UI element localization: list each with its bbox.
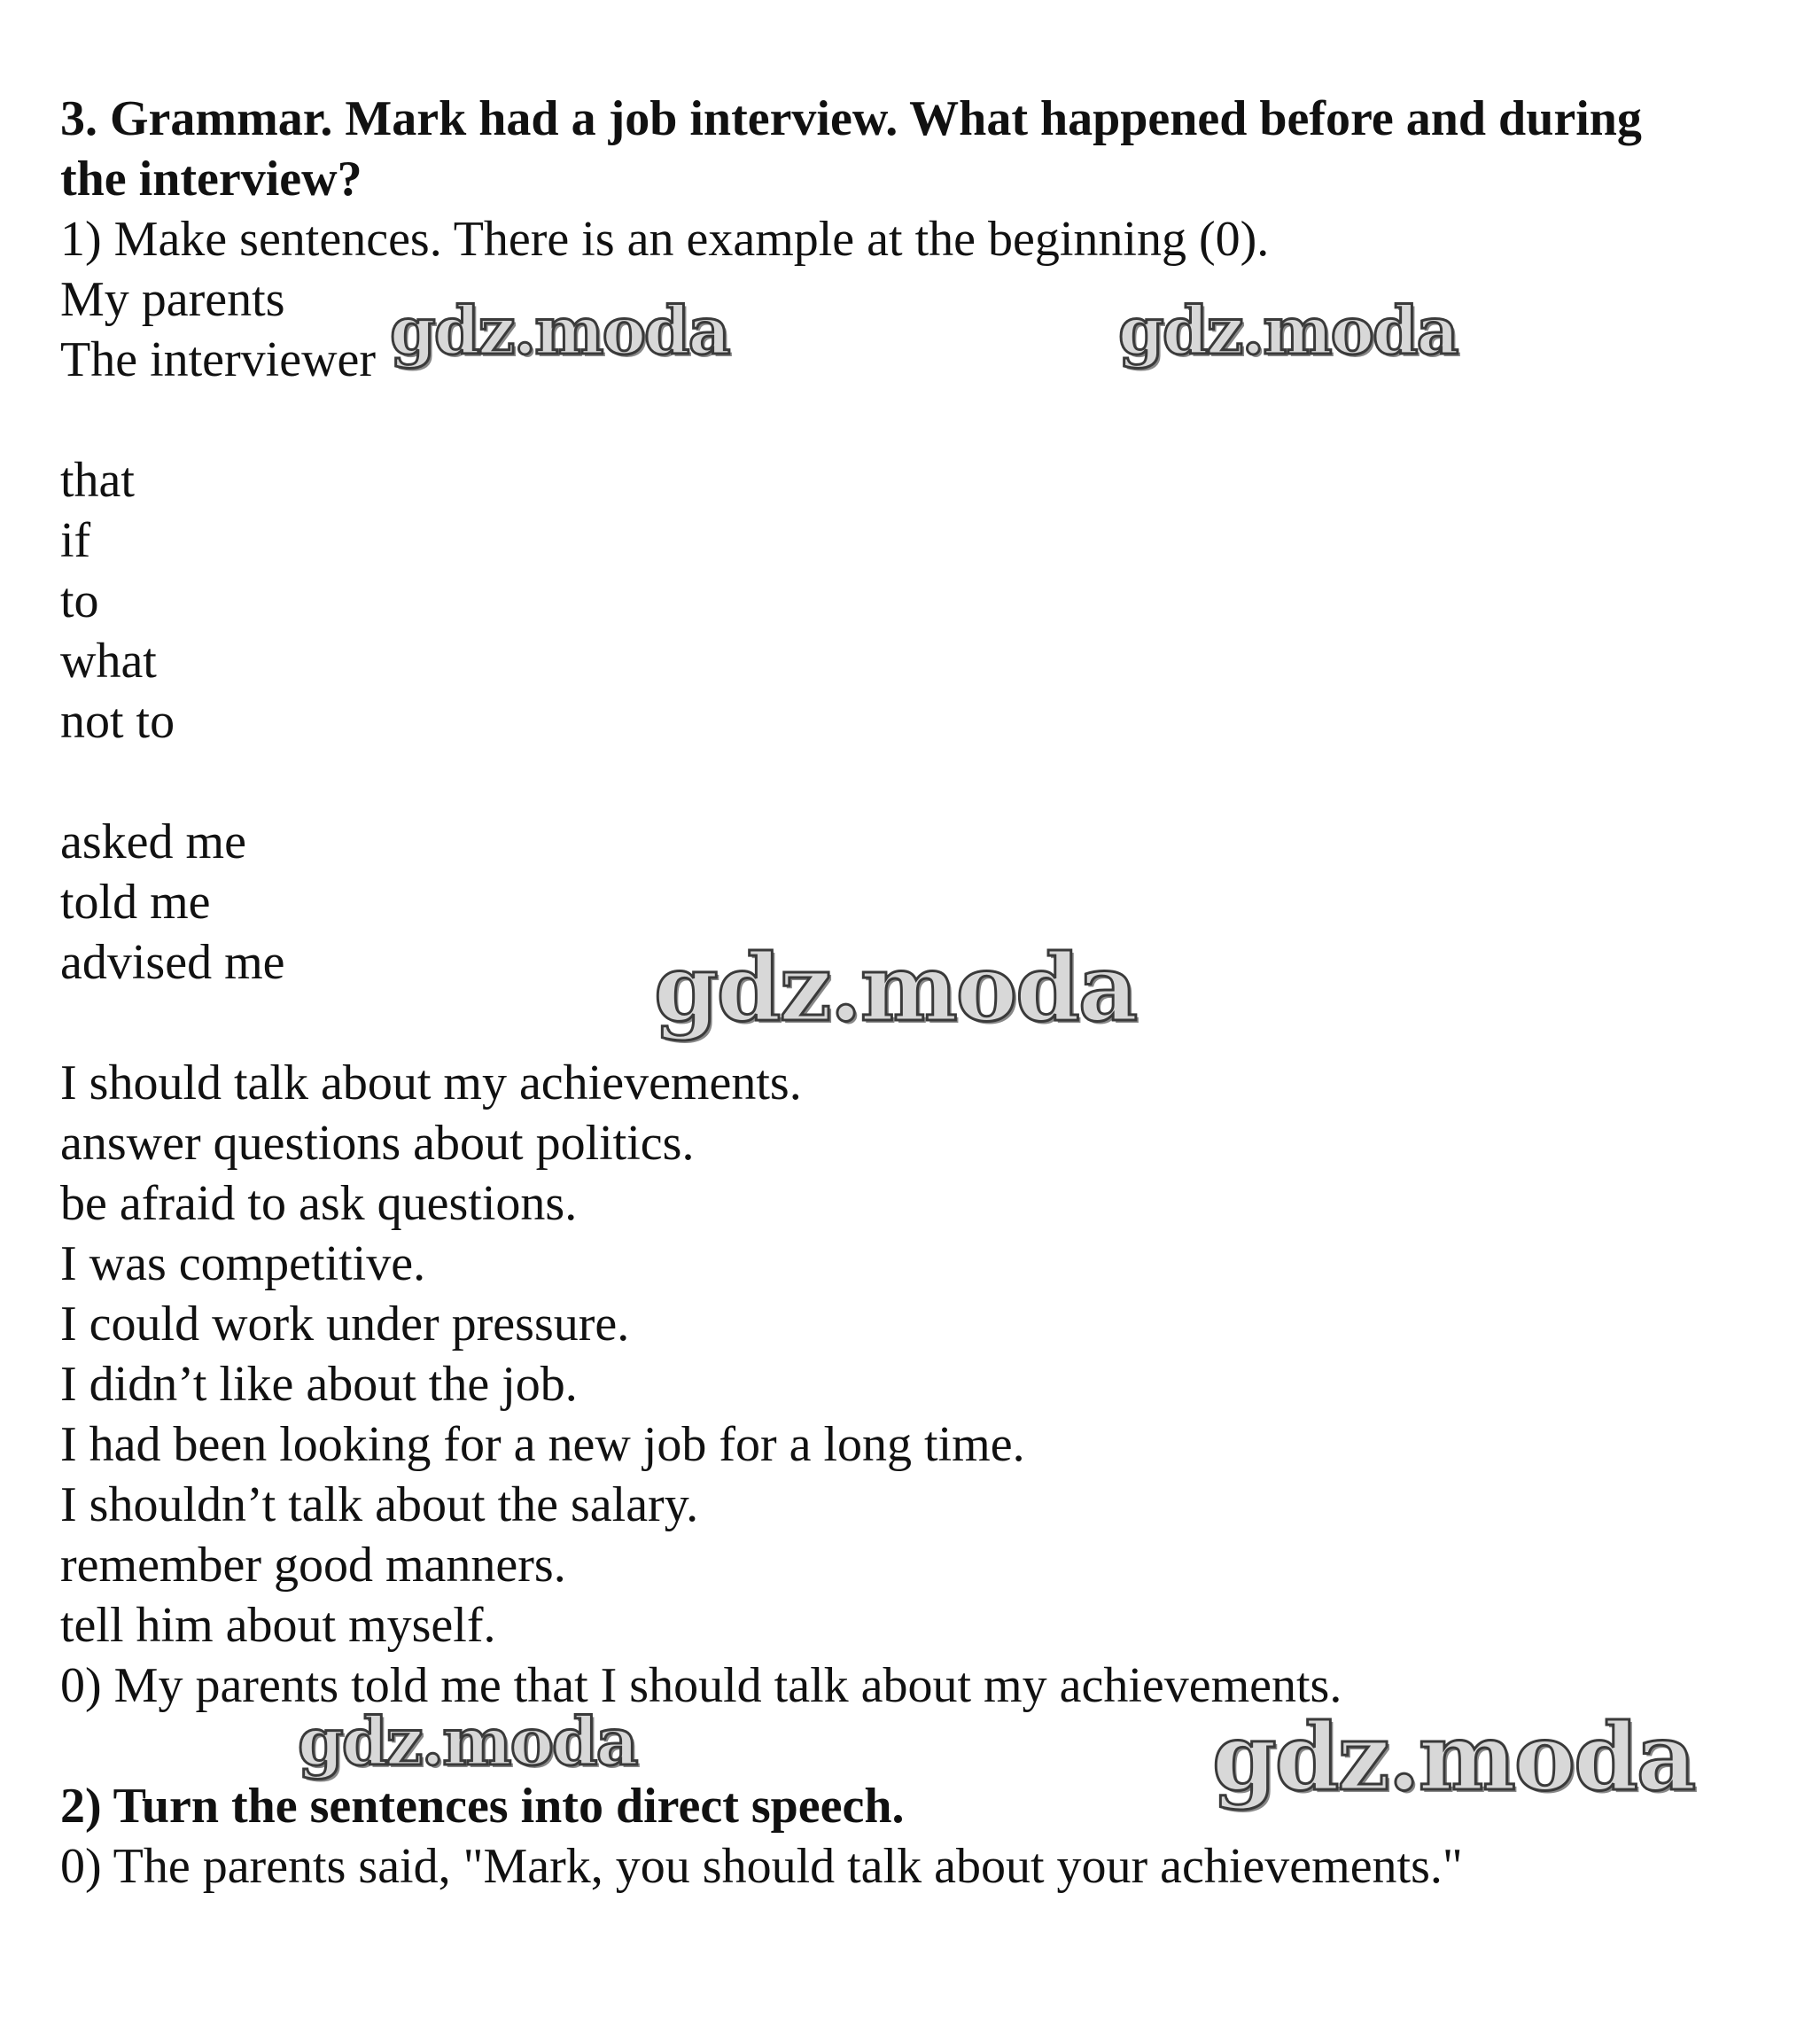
subject-item: The interviewer [60,332,377,387]
connectors-list [60,450,1779,752]
ending-item: tell him about myself. [60,1598,496,1653]
part1-instruction: 1) Make sentences. There is an example at the beginning (0). [60,212,1270,267]
ending-item: answer questions about politics. [60,1116,695,1171]
ending-item: I didn’t like about the job. [60,1357,578,1412]
spacer [60,1716,1779,1776]
ending-item: I had been looking for a new job for a long time. [60,1417,1025,1472]
connector-item: what [60,634,157,689]
subjects-list [60,269,1779,390]
ending-item: be afraid to ask questions. [60,1176,578,1231]
watermark-logo: gdz.moda [654,933,1137,1042]
ending-item: I could work under pressure. [60,1297,630,1352]
endings-list [60,1053,1779,1655]
connector-item: that [60,453,135,508]
spacer [60,993,1779,1053]
part2-heading: 2) Turn the sentences into direct speech. [60,1779,905,1834]
connector-item: not to [60,694,175,749]
worksheet-page [60,89,1779,1897]
connector-item: to [60,573,99,628]
connector-item: if [60,513,91,568]
spacer [60,390,1779,450]
spacer [60,752,1779,812]
ending-item: I shouldn’t talk about the salary. [60,1477,699,1532]
ending-item: remember good manners. [60,1538,566,1593]
subject-item: My parents [60,272,285,327]
watermark-logo: gdz.moda [1118,293,1458,370]
part1-example: 0) My parents told me that I should talk about my achievements. [60,1658,1342,1713]
watermark-logo: gdz.moda [298,1704,637,1780]
part2-example: 0) The parents said, "Mark, you should talk about your achievements." [60,1839,1463,1894]
ending-item: I was competitive. [60,1236,426,1291]
task-heading-line-1: 3. Grammar. Mark had a job interview. What happened before and during [60,91,1642,146]
watermark-logo: gdz.moda [1212,1702,1695,1811]
verbs-list [60,812,1779,993]
verb-item: asked me [60,814,246,869]
verb-item: advised me [60,935,285,990]
watermark-logo: gdz.moda [390,293,729,370]
verb-item: told me [60,875,211,930]
ending-item: I should talk about my achievements. [60,1056,802,1110]
task-heading-line-2: the interview? [60,152,362,206]
